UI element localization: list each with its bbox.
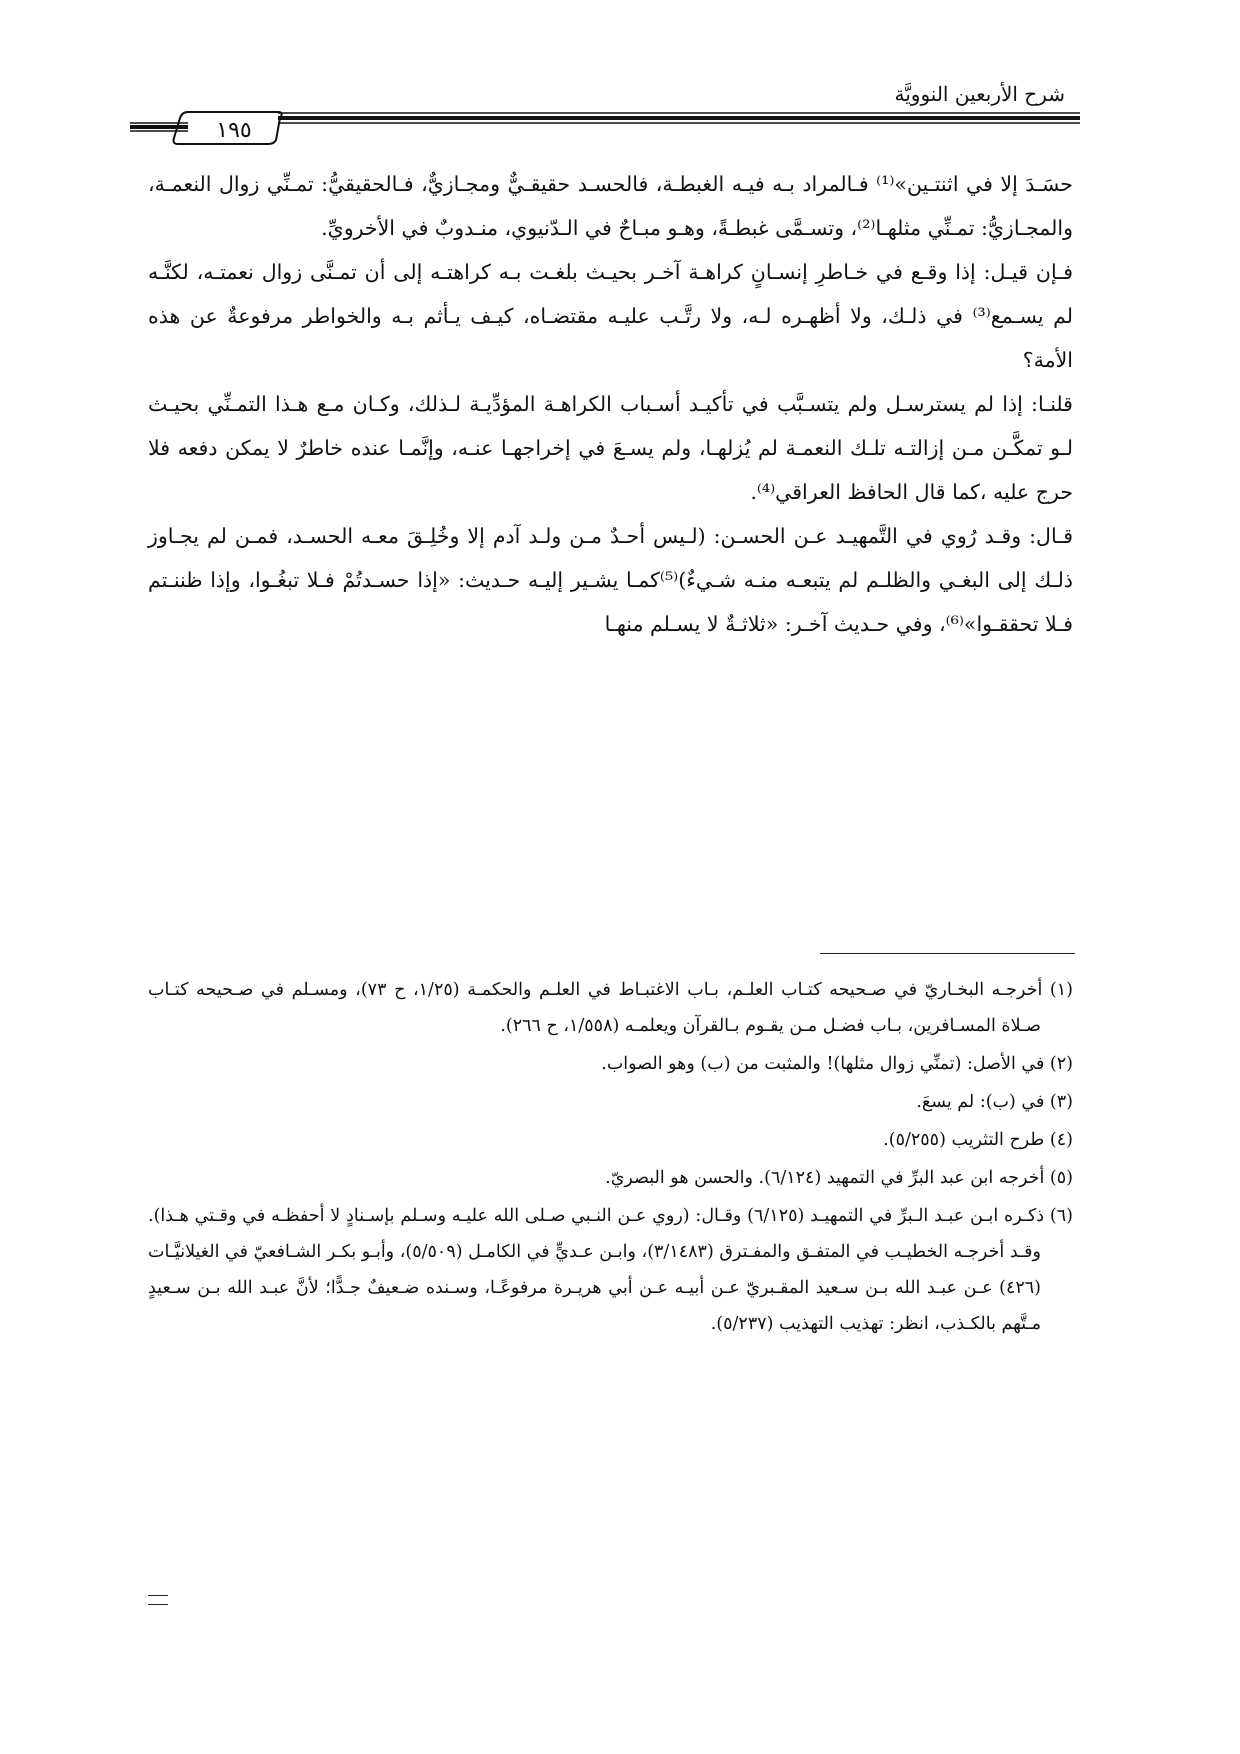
footnote: (٤) طرح التثريب (٥/٢٥٥).	[883, 1130, 1073, 1150]
paragraph: قـال: وقـد رُوي في التَّمهيـد عـن الحسـن: (لـيس أحـدٌ مـن ولـد آدم إلا وخُلِـقَ معـه الحسـد، فمـن لم يجـاوز ذلـك إلى البغـي والظلـم لم يتبعـه منـه شـيءٌ)⁽⁵⁾كمـا يشـير إليـه حـديث: «إذا حسـدتُمْ فـلا تبغُـوا، وإذا ظننـتم فـلا تحققـوا»⁽⁶⁾، وفي حـديث آخـر: «ثلاثـةٌ لا يسـلم منهـا	[148, 524, 1073, 636]
footnote: (٢) في الأصل: (تمنِّي زوال مثلها)! والمثبت من (ب) وهو الصواب.	[601, 1054, 1073, 1074]
footnotes	[148, 972, 1073, 1344]
paragraph: قلنـا: إذا لم يسترسـل ولم يتسـبَّب في تأكيـد أسـباب الكراهـة المؤدِّيـة لـذلك، وكـان مـع هـذا التمـنِّي بحيـث لـو تمكَّـن مـن إزالتـه تلـك النعمـة لم يُزلهـا، ولم يسـعَ في إخراجهـا عنـه، وإنَّمـا عنده خاطرٌ لا يمكن دفعه فلا حرج عليه ،كما قال الحافظ العراقي⁽⁴⁾.	[148, 392, 1073, 504]
footnote: (٣) في (ب): لم يسعَ.	[916, 1092, 1073, 1112]
footnote: (١) أخرجـه البخـاريّ في صـحيحه كتـاب العلـم، بـاب الاغتبـاط في العلـم والحكمـة (١/٢٥، ح ٧٣)، ومسـلم في صـحيحه كتـاب صـلاة المسـافرين، بـاب فضـل مـن يقـوم بـالقرآن ويعلمـه (١/٥٥٨، ح ٢٦٦).	[148, 980, 1073, 1036]
footnote: (٥) أخرجه ابن عبد البرِّ في التمهيد (٦/١٢٤). والحسن هو البصريّ.	[605, 1168, 1073, 1188]
end-of-page-mark	[148, 1595, 168, 1605]
paragraph: حسَـدَ إلا في اثنتـين»⁽¹⁾ فـالمراد بـه فيـه الغبطـة، فالحسـد حقيقـيٌّ ومجـازيٌّ، فـالحقيقيُّ: تمـنِّي زوال النعمـة، والمجـازيُّ: تمـنِّي مثلهـا⁽²⁾، وتسـمَّى غبطـةً، وهـو مبـاحٌ في الـدّنيوي، منـدوبٌ في الأخرويِّ.	[148, 172, 1073, 240]
paragraph: فـإن قيـل: إذا وقـع في خـاطرِ إنسـانٍ كراهـة آخـر بحيـث بلغـت بـه كراهتـه إلى أن تمـنَّى زوال نعمتـه، لكنَّـه لم يسـمع⁽³⁾ في ذلـك، ولا أظهـره لـه، ولا رتَّـب عليـه مقتضـاه، كيـف يـأثم بـه والخواطر مرفوعةٌ عن هذه الأمة؟	[148, 260, 1073, 372]
footnote: (٦) ذكـره ابـن عبـد الـبرِّ في التمهيـد (٦/١٢٥) وقـال: (روي عـن النـبي صـلى الله عليـه وسـلم بإسـنادٍ لا أحفظـه في وقـتي هـذا). وقـد أخرجـه الخطيـب في المتفـق والمفـترق (٣/١٤٨٣)، وابـن عـديٍّ في الكامـل (٥/٥٠٩)، وأبـو بكـر الشـافعيّ في الغيلانيَّـات (٤٢٦) عـن عبـد الله بـن سـعيد المقـبريّ عـن أبيـه عـن أبي هريـرة مرفوعًـا، وسـنده ضـعيفٌ جـدًّا؛ لأنَّ عبـد الله بـن سـعيدٍ مـتَّهم بالكـذب، انظر: تهذيب التهذيب (٥/٢٣٧).	[148, 1206, 1073, 1334]
main-text	[148, 162, 1073, 646]
running-title: شرح الأربعين النوويَّة	[894, 82, 1065, 106]
footnote-separator	[820, 953, 1075, 954]
page-number: ١٩٥	[216, 118, 252, 143]
